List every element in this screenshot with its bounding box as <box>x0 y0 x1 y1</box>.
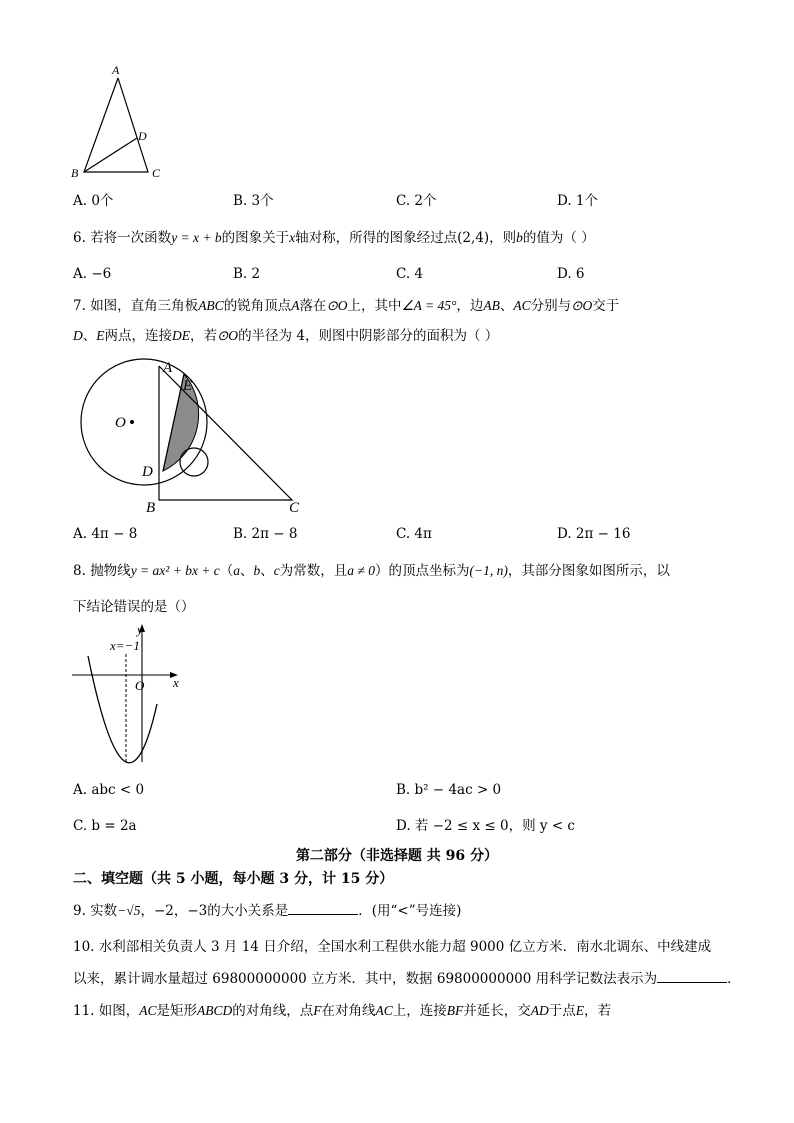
figure-q8-parabola <box>70 620 190 765</box>
q9-answer-blank[interactable] <box>288 902 358 915</box>
figure-q5-triangle <box>68 62 168 186</box>
q5-option-a: A. 0个 <box>73 193 114 209</box>
q6-option-c: C. 4 <box>396 266 424 282</box>
center-dot-o <box>130 420 134 424</box>
q8-option-b: B. b² − 4ac > 0 <box>396 782 502 798</box>
q8-option-a: A. abc < 0 <box>73 782 145 798</box>
small-circle <box>180 448 208 476</box>
q7-option-c: C. 4π <box>396 526 432 542</box>
q8-stem-line1: 8. 抛物线y = ax² + bx + c（a、b、c为常数，且a ≠ 0）的顶点坐标为(−1, n)，其部分图象如图所示，以 <box>73 563 670 579</box>
q10-answer-blank[interactable] <box>657 970 727 983</box>
label-o: O <box>115 415 126 431</box>
q7-option-b: B. 2π − 8 <box>233 526 298 542</box>
q8-option-d: D. 若 −2 ≤ x ≤ 0，则 y < c <box>396 818 575 834</box>
label-b: B <box>146 500 156 516</box>
q9-stem: 9. 实数−√5，−2，−3的大小关系是 ．(用“<”号连接) <box>73 903 462 919</box>
label-c: C <box>152 166 161 180</box>
label-b: B <box>71 166 79 180</box>
q7-stem-line2: D、E两点，连接DE，若⊙O的半径为 4，则图中阴影部分的面积为（ ） <box>73 328 499 344</box>
q11-stem-line1: 11. 如图，AC是矩形ABCD的对角线，点F在对角线AC上，连接BF并延长，交AD于点E，若 <box>73 1003 612 1019</box>
q6-stem: 6. 若将一次函数y = x + b的图象关于x轴对称，所得的图象经过点(2,4)，则b的值为（ ） <box>73 230 595 246</box>
triangle-abc-outline <box>84 78 148 172</box>
section2-heading: 二、填空题（共 5 小题，每小题 3 分，计 15 分） <box>73 871 394 887</box>
label-c: C <box>289 500 300 516</box>
figure-q7-circle-triangle <box>66 352 316 518</box>
label-axis-x-eq-minus-1: x=−1 <box>110 638 140 653</box>
parabola-curve <box>88 656 157 763</box>
label-d: D <box>138 129 147 143</box>
label-e: E <box>183 378 193 394</box>
q5-option-c: C. 2个 <box>396 193 437 209</box>
segment-bd <box>84 138 137 172</box>
section2-title: 第二部分（非选择题 共 96 分） <box>295 848 499 864</box>
q8-stem-line2: 下结论错误的是（） <box>73 599 195 615</box>
q5-option-d: D. 1个 <box>557 193 599 209</box>
q7-option-a: A. 4π − 8 <box>73 526 138 542</box>
label-d: D <box>142 464 153 480</box>
q6-option-b: B. 2 <box>233 266 261 282</box>
q7-stem-line1: 7. 如图，直角三角板ABC的锐角顶点A落在⊙O上，其中∠A = 45°，边AB、AC分别与⊙O交于 <box>73 298 620 314</box>
q7-option-d: D. 2π − 16 <box>557 526 631 542</box>
q8-option-c: C. b = 2a <box>73 818 137 834</box>
q6-option-a: A. −6 <box>73 266 112 282</box>
q6-option-d: D. 6 <box>557 266 585 282</box>
label-a: A <box>163 360 173 376</box>
label-a: A <box>112 63 120 77</box>
q10-stem-line2: 以来，累计调水量超过 69800000000 立方米．其中，数据 69800000000 用科学记数法表示为 ． <box>73 971 741 987</box>
q10-stem-line1: 10. 水利部相关负责人 3 月 14 日介绍，全国水利工程供水能力超 9000 亿立方米．南水北调东、中线建成 <box>73 939 712 955</box>
q5-option-b: B. 3个 <box>233 193 274 209</box>
label-x: x <box>173 675 179 690</box>
label-y: y <box>137 622 143 637</box>
label-o: O <box>135 678 145 693</box>
